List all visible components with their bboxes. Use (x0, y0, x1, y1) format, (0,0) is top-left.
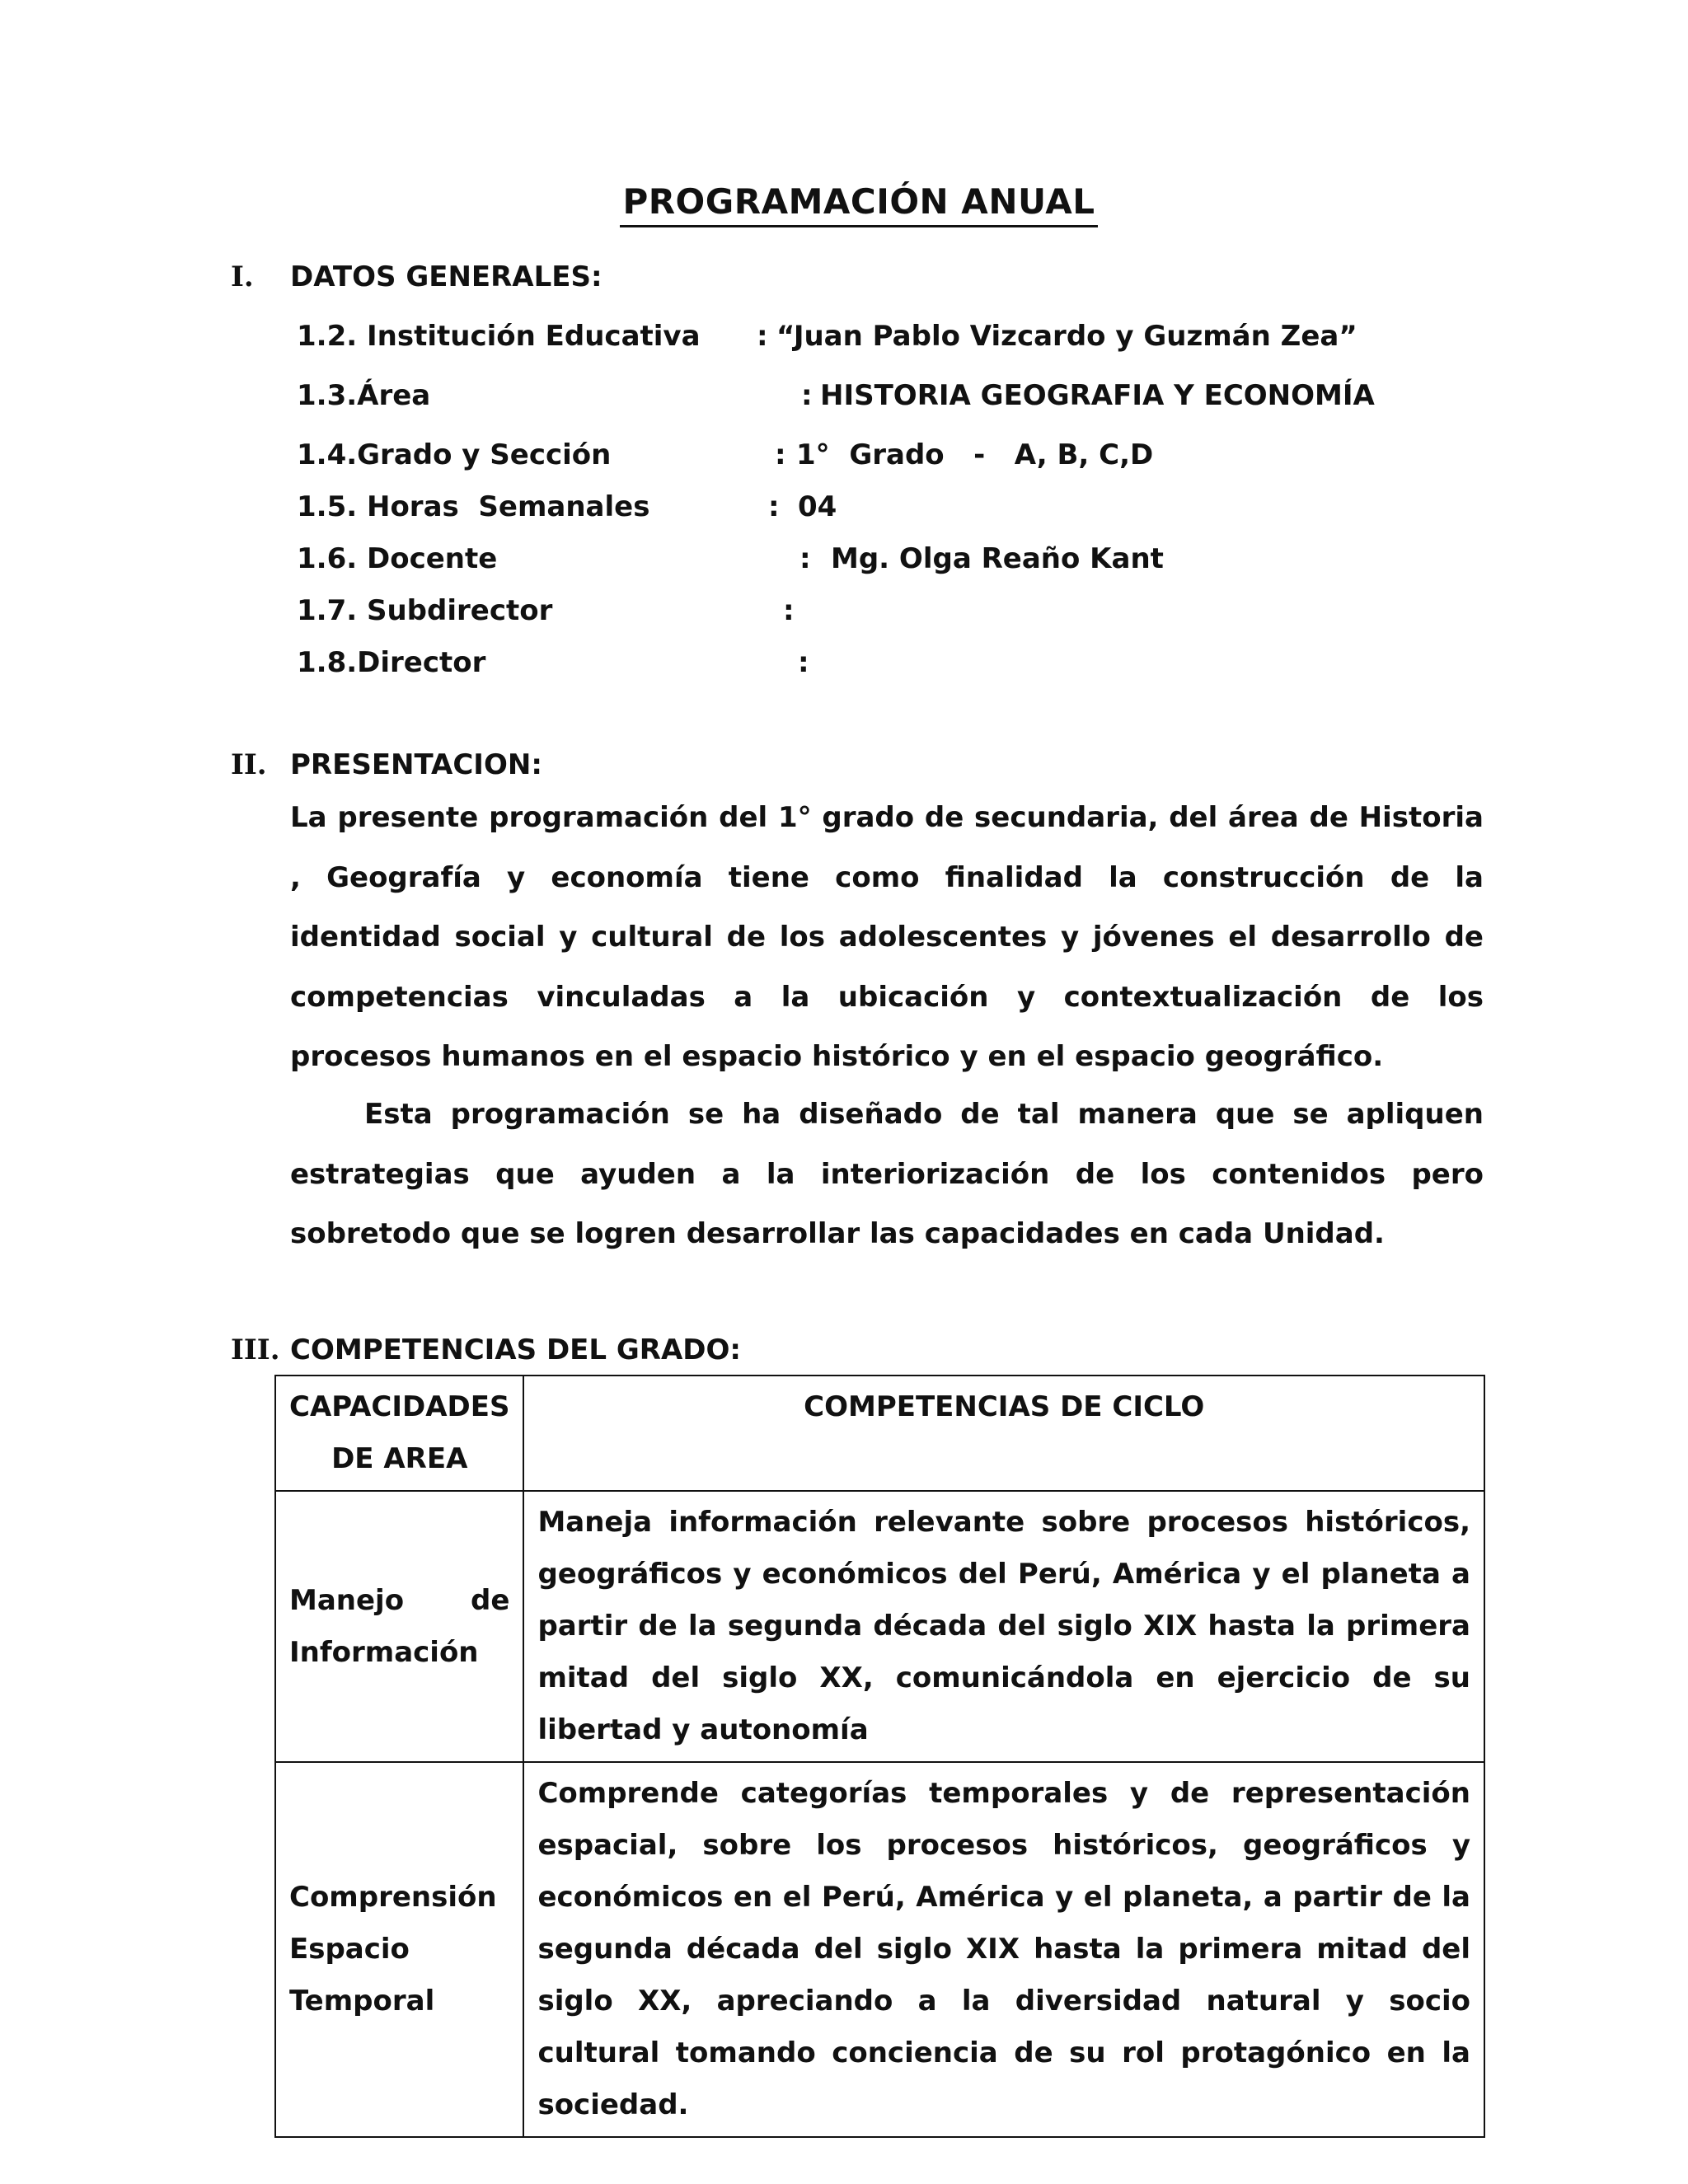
section-2-number: II. (231, 748, 267, 781)
row-2-competencia: Comprende categorías temporales y de representación espacial, sobre los procesos históricos, geográficos y económicos en el Perú, América y el planeta, a partir de la segunda década del siglo XIX hasta la primera mitad del siglo XX, apreciando a la diversidad natural y socio cultural tomando conciencia de su rol protagónico en la sociedad. (523, 1762, 1484, 2137)
field-grado-value: 1° Grado - A, B, C,D (796, 438, 1154, 471)
row-1-competencia: Maneja información relevante sobre procesos históricos, geográficos y económicos del Perú, América y el planeta a partir de la segunda década del siglo XIX hasta la primera mitad del siglo XX, comunicándola en ejercicio de su libertad y autonomía (523, 1491, 1484, 1762)
competencias-table (274, 1375, 1485, 2138)
section-1-number: I. (231, 260, 254, 293)
field-horas-label: 1.5. Horas Semanales (297, 490, 650, 523)
section-3-number: III. (231, 1333, 280, 1366)
field-institucion-value: “Juan Pablo Vizcardo y Guzmán Zea” (776, 320, 1357, 353)
section-1-title: DATOS GENERALES: (290, 260, 603, 293)
field-area-sep: : (801, 379, 813, 412)
row-2-capacidad-line1: Comprensión (289, 1881, 497, 1914)
field-director-label: 1.8.Director (297, 646, 486, 679)
presentation-paragraph-1: La presente programación del 1° grado de secundaria, del área de Historia , Geografía y economía tiene como finalidad la construcción de la identidad social y cultural de los adolescentes y jóvenes el desarrollo de competencias vinculadas a la ubicación y contextualización de los procesos humanos en el espacio histórico y en el espacio geográfico. (290, 801, 1484, 1073)
field-director-sep: : (798, 646, 809, 679)
field-docente-value: Mg. Olga Reaño Kant (831, 542, 1164, 575)
field-docente-label: 1.6. Docente (297, 542, 498, 575)
header-capacidades-line2: DE AREA (331, 1442, 468, 1475)
field-horas-value: 04 (798, 490, 837, 523)
table-row (275, 1491, 1484, 1762)
field-institucion-label: 1.2. Institución Educativa (297, 320, 701, 353)
section-3-title: COMPETENCIAS DEL GRADO: (290, 1333, 742, 1366)
field-area-value: HISTORIA GEOGRAFIA Y ECONOMÍA (820, 379, 1375, 412)
field-grado-label: 1.4.Grado y Sección (297, 438, 612, 471)
field-horas-sep: : (768, 490, 780, 523)
field-area-label: 1.3.Área (297, 379, 431, 412)
field-subdirector-sep: : (783, 594, 795, 627)
row-2-capacidad-line3: Temporal (289, 1985, 435, 2018)
presentation-paragraph-2: Esta programación se ha diseñado de tal manera que se apliquen estrategias que ayuden a la interiorización de los contenidos pero sobretodo que se logren desarrollar las capacidades en cada Unidad. (290, 1098, 1484, 1250)
row-1-capacidad-word-b: de (471, 1583, 510, 1617)
row-1-capacidad-word-a: Manejo (289, 1583, 405, 1617)
header-capacidades (275, 1376, 523, 1491)
row-2-capacidad-line2: Espacio (289, 1933, 410, 1966)
field-grado-sep: : (775, 438, 786, 471)
row-1-capacidad-line2: Información (289, 1635, 479, 1669)
field-subdirector-label: 1.7. Subdirector (297, 594, 553, 627)
table-row (275, 1762, 1484, 2137)
table-header-row (275, 1376, 1484, 1491)
document-title: PROGRAMACIÓN ANUAL (620, 181, 1098, 227)
row-1-capacidad (275, 1491, 523, 1762)
field-docente-sep: : (799, 542, 811, 575)
header-competencias: COMPETENCIAS DE CICLO (523, 1376, 1484, 1491)
field-institucion-sep: : (757, 320, 768, 353)
header-capacidades-line1: CAPACIDADES (289, 1390, 510, 1423)
row-2-capacidad (275, 1762, 523, 2137)
section-2-title: PRESENTACION: (290, 748, 542, 781)
